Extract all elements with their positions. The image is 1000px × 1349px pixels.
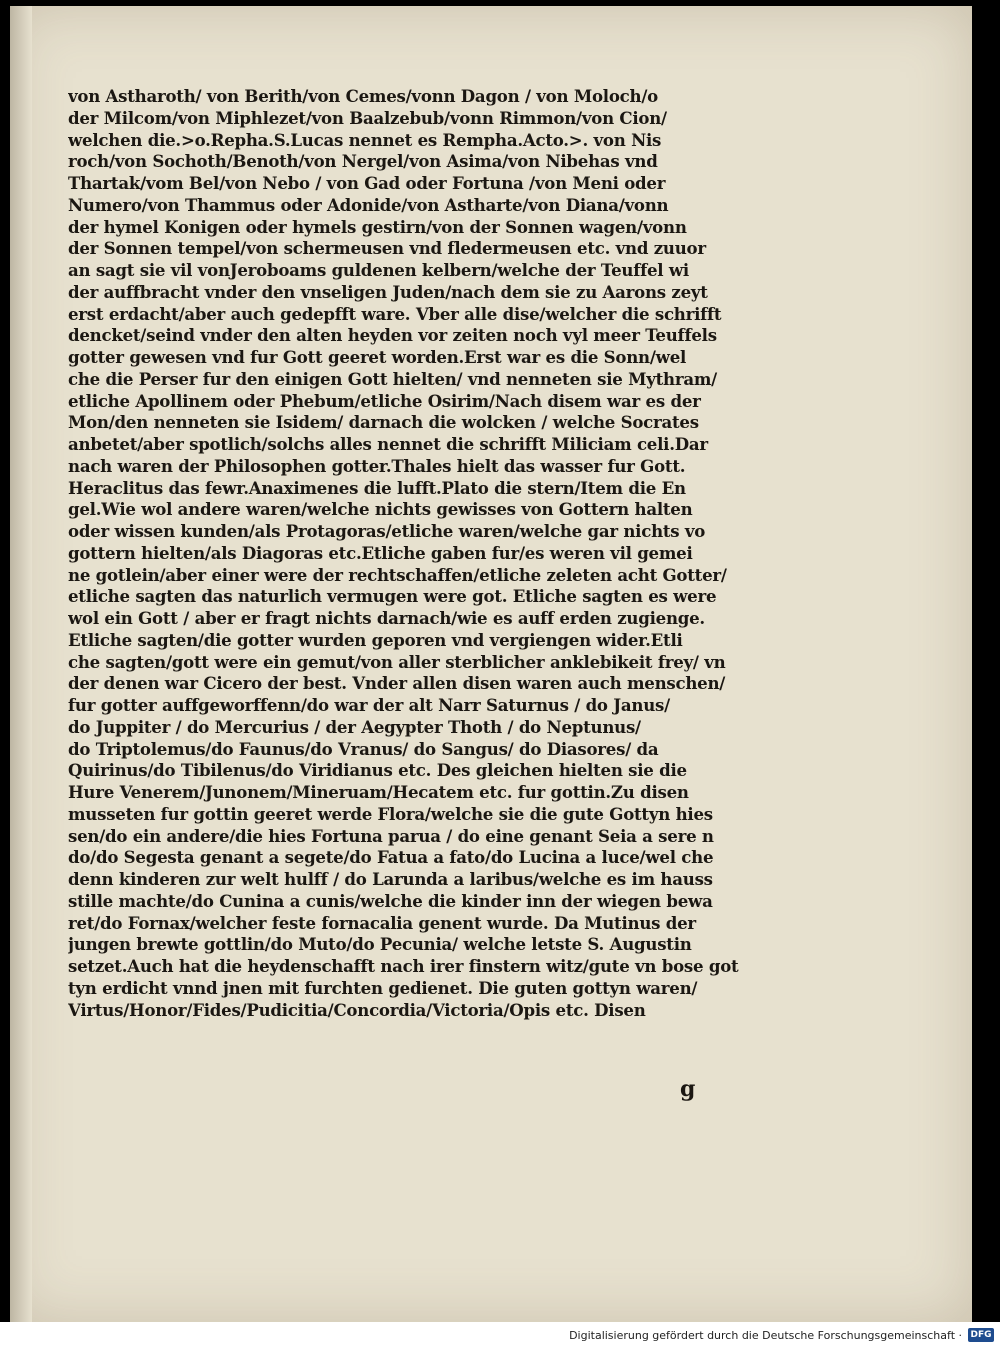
text-line: roch/von Sochoth/Benoth/von Nergel/von Asima/von Nibehas vnd	[68, 151, 658, 172]
text-line: gel.Wie wol andere waren/welche nichts gewisses von Gottern halten	[68, 499, 693, 520]
text-line: do Juppiter / do Mercurius / der Aegypter Thoth / do Neptunus/	[68, 716, 641, 737]
text-line: von Astharoth/ von Berith/von Cemes/vonn Dagon / von Moloch/o	[68, 86, 658, 106]
text-line: etliche Apollinem oder Phebum/etliche Osirim/Nach disem war es der	[68, 390, 701, 411]
text-line: Heraclitus das fewr.Anaximenes die lufft.Plato die stern/Item die En	[68, 477, 686, 498]
text-line: musseten fur gottin geeret werde Flora/welche sie die gute Gottyn hies	[68, 803, 713, 824]
text-line: tyn erdicht vnnd jnen mit furchten gedienet. Die guten gottyn waren/	[68, 977, 698, 998]
funding-notice: Digitalisierung gefördert durch die Deutsche Forschungsgemeinschaft ·	[569, 1329, 962, 1342]
text-line: ne gotlein/aber einer were der rechtschaffen/etliche zeleten acht Gotter/	[68, 564, 727, 585]
text-line: der Sonnen tempel/von schermeusen vnd fledermeusen etc. vnd zuuor	[68, 238, 706, 259]
text-line: etliche sagten das naturlich vermugen were got. Etliche sagten es were	[68, 586, 717, 607]
text-line: Quirinus/do Tibilenus/do Viridianus etc. Des gleichen hielten sie die	[68, 760, 687, 781]
text-line: do/do Segesta genant a segete/do Fatua a fato/do Lucina a luce/wel che	[68, 847, 714, 868]
text-line: ret/do Fornax/welcher feste fornacalia genent wurde. Da Mutinus der	[68, 912, 696, 933]
text-line: nach waren der Philosophen gotter.Thales hielt das wasser fur Gott.	[68, 455, 686, 476]
text-line: che sagten/gott were ein gemut/von aller sterblicher anklebikeit frey/ vn	[68, 651, 726, 672]
text-line: der denen war Cicero der best. Vnder allen disen waren auch menschen/	[68, 673, 726, 694]
body-text	[68, 86, 768, 1021]
page-gutter-shadow	[10, 6, 32, 1322]
dfg-logo-icon: DFG	[968, 1328, 994, 1342]
text-line: Virtus/Honor/Fides/Pudicitia/Concordia/Victoria/Opis etc. Disen	[68, 999, 646, 1020]
text-line: der Milcom/von Miphlezet/von Baalzebub/vonn Rimmon/von Cion/	[68, 107, 667, 128]
text-line: fur gotter auffgeworffenn/do war der alt Narr Saturnus / do Janus/	[68, 695, 670, 715]
text-line: sen/do ein andere/die hies Fortuna parua / do eine genant Seia a sere n	[68, 825, 714, 846]
text-line: setzet.Auch hat die heydenschafft nach irer finstern witz/gute vn bose got	[68, 956, 739, 976]
text-line: wol ein Gott / aber er fragt nichts darnach/wie es auff erden zugienge.	[68, 608, 705, 628]
text-line: che die Perser fur den einigen Gott hielten/ vnd nenneten sie Mythram/	[68, 368, 717, 389]
text-line: der hymel Konigen oder hymels gestirn/von der Sonnen wagen/vonn	[68, 216, 687, 237]
text-line: denn kinderen zur welt hulff / do Larunda a laribus/welche es im hauss	[68, 869, 713, 889]
text-line: welchen die.>o.Repha.S.Lucas nennet es Rempha.Acto.>. von Nis	[68, 129, 662, 150]
scanned-page	[10, 6, 972, 1322]
footer-bar	[0, 1322, 1000, 1349]
text-line: anbetet/aber spotlich/solchs alles nennet die schrifft Miliciam celi.Dar	[68, 434, 708, 454]
text-line: Thartak/vom Bel/von Nebo / von Gad oder Fortuna /von Meni oder	[68, 173, 666, 193]
text-line: Numero/von Thammus oder Adonide/von Astharte/von Diana/vonn	[68, 194, 669, 215]
text-line: stille machte/do Cunina a cunis/welche die kinder inn der wiegen bewa	[68, 890, 713, 911]
text-line: der auffbracht vnder den vnseligen Juden/nach dem sie zu Aarons zeyt	[68, 281, 708, 302]
text-line: gotter gewesen vnd fur Gott geeret worden.Erst war es die Sonn/wel	[68, 347, 687, 367]
text-line: erst erdacht/aber auch gedepfft ware. Vber alle dise/welcher die schrifft	[68, 303, 722, 324]
text-line: gottern hielten/als Diagoras etc.Etliche gaben fur/es weren vil gemei	[68, 542, 693, 563]
text-line: oder wissen kunden/als Protagoras/etliche waren/welche gar nichts vo	[68, 521, 706, 541]
text-line: an sagt sie vil vonJeroboams guldenen kelbern/welche der Teuffel wi	[68, 260, 689, 280]
text-line: do Triptolemus/do Faunus/do Vranus/ do Sangus/ do Diasores/ da	[68, 738, 659, 759]
text-line: dencket/seind vnder den alten heyden vor zeiten noch vyl meer Teuffels	[68, 325, 717, 346]
signature-mark: g	[680, 1076, 696, 1102]
text-line: Etliche sagten/die gotter wurden geporen vnd vergiengen wider.Etli	[68, 629, 683, 650]
text-line: Hure Venerem/Junonem/Mineruam/Hecatem etc. fur gottin.Zu disen	[68, 782, 689, 802]
text-line: jungen brewte gottlin/do Muto/do Pecunia/ welche letste S. Augustin	[68, 934, 692, 955]
text-line: Mon/den nenneten sie Isidem/ darnach die wolcken / welche Socrates	[68, 412, 699, 433]
